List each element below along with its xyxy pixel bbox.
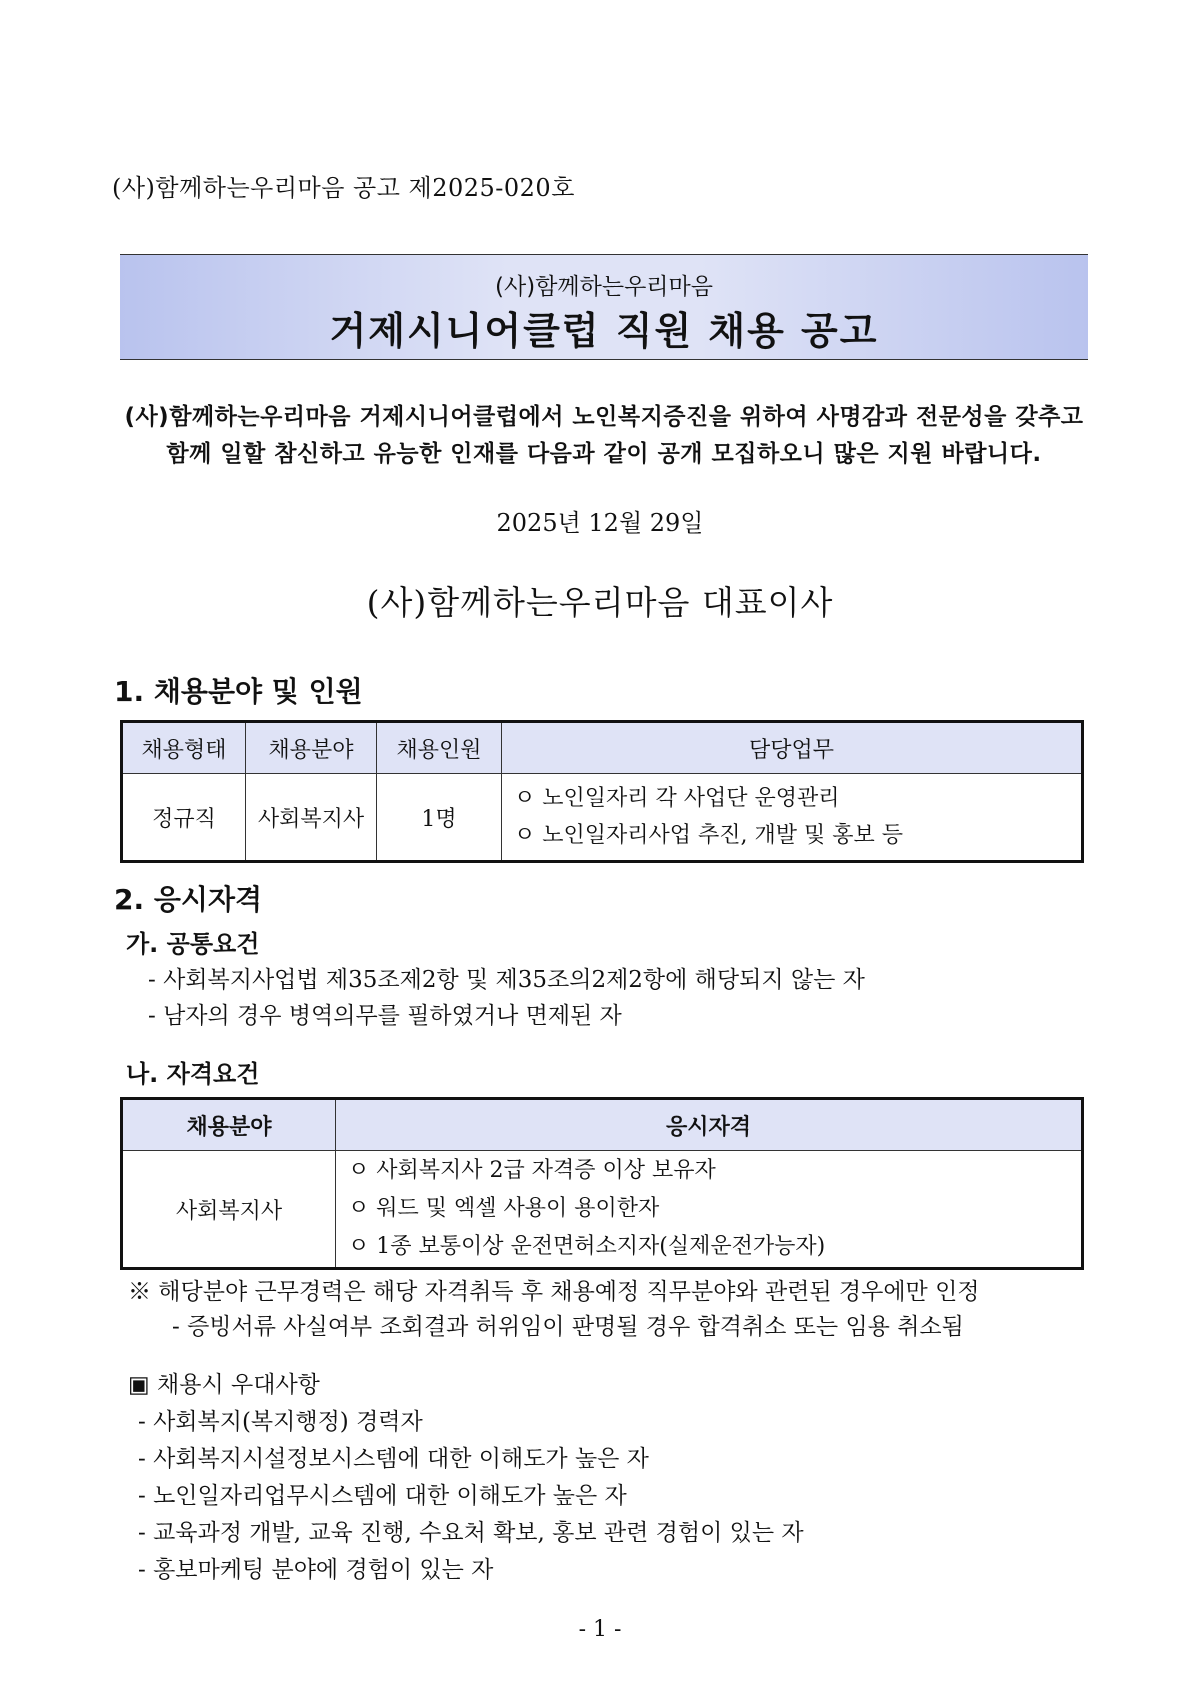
qualification-item: ㅇ 워드 및 엑셀 사용이 용이한자 <box>348 1196 660 1221</box>
page-number: - 1 - <box>578 1617 622 1642</box>
table-row <box>122 1151 1083 1269</box>
cell-type: 정규직 <box>122 774 246 862</box>
note-item: - 증빙서류 사실여부 조회결과 허위임이 판명될 경우 합격취소 또는 임용 취소됨 <box>172 1314 964 1340</box>
table-row <box>122 774 1083 862</box>
notice-number: (사)함께하는우리마음 공고 제2025-020호 <box>112 174 575 202</box>
qualification-heading: 나. 자격요건 <box>126 1060 260 1088</box>
header-field: 채용분야 <box>246 722 377 774</box>
header-type: 채용형태 <box>122 722 246 774</box>
header-duties: 담당업무 <box>502 722 1083 774</box>
preference-item: - 노인일자리업무시스템에 대한 이해도가 높은 자 <box>138 1483 627 1509</box>
common-requirement-item: - 사회복지사업법 제35조제2항 및 제35조의2제2항에 해당되지 않는 자 <box>148 967 865 993</box>
issuer: (사)함께하는우리마음 대표이사 <box>366 583 834 622</box>
common-requirements-heading: 가. 공통요건 <box>126 930 260 958</box>
intro-line-2: 함께 일할 참신하고 유능한 인재를 다음과 같이 공개 모집하오니 많은 지원 바랍니다. <box>166 441 1042 467</box>
table-header-row <box>122 722 1083 774</box>
intro-line-1: (사)함께하는우리마음 거제시니어클럽에서 노인복지증진을 위하여 사명감과 전문성을 갖추고 <box>124 404 1084 430</box>
section1-heading: 1. 채용분야 및 인원 <box>114 675 363 708</box>
title-banner <box>120 254 1088 360</box>
header-qualification: 응시자격 <box>336 1099 1083 1151</box>
cell-count: 1명 <box>377 774 502 862</box>
title-organization: (사)함께하는우리마음 <box>495 274 713 300</box>
preference-item: - 홍보마케팅 분야에 경험이 있는 자 <box>138 1557 494 1583</box>
preference-item: - 사회복지(복지행정) 경력자 <box>138 1409 423 1435</box>
duty-item: ㅇ 노인일자리사업 추진, 개발 및 홍보 등 <box>514 823 903 848</box>
cell-field: 사회복지사 <box>246 774 377 862</box>
table-header-row <box>122 1099 1083 1151</box>
duty-item: ㅇ 노인일자리 각 사업단 운영관리 <box>514 786 840 811</box>
preference-heading: ▣ 채용시 우대사항 <box>128 1372 320 1398</box>
header-field: 채용분야 <box>122 1099 336 1151</box>
cell-duties <box>502 774 1083 862</box>
cell-qualifications <box>336 1151 1083 1269</box>
common-requirement-item: - 남자의 경우 병역의무를 필하였거나 면제된 자 <box>148 1003 622 1029</box>
header-count: 채용인원 <box>377 722 502 774</box>
qualification-item: ㅇ 1종 보통이상 운전면허소지자(실제운전가능자) <box>348 1234 826 1259</box>
recruitment-table <box>120 720 1084 863</box>
qualification-item: ㅇ 사회복지사 2급 자격증 이상 보유자 <box>348 1158 716 1183</box>
note-item: ※ 해당분야 근무경력은 해당 자격취득 후 채용예정 직무분야와 관련된 경우에만 인정 <box>128 1279 980 1305</box>
preference-item: - 교육과정 개발, 교육 진행, 수요처 확보, 홍보 관련 경험이 있는 자 <box>138 1520 804 1546</box>
cell-field: 사회복지사 <box>122 1151 336 1269</box>
notice-date: 2025년 12월 29일 <box>496 509 704 537</box>
preference-item: - 사회복지시설정보시스템에 대한 이해도가 높은 자 <box>138 1446 649 1472</box>
document-title: 거제시니어클럽 직원 채용 공고 <box>329 309 879 353</box>
section2-heading: 2. 응시자격 <box>114 883 263 916</box>
qualification-table <box>120 1097 1084 1270</box>
